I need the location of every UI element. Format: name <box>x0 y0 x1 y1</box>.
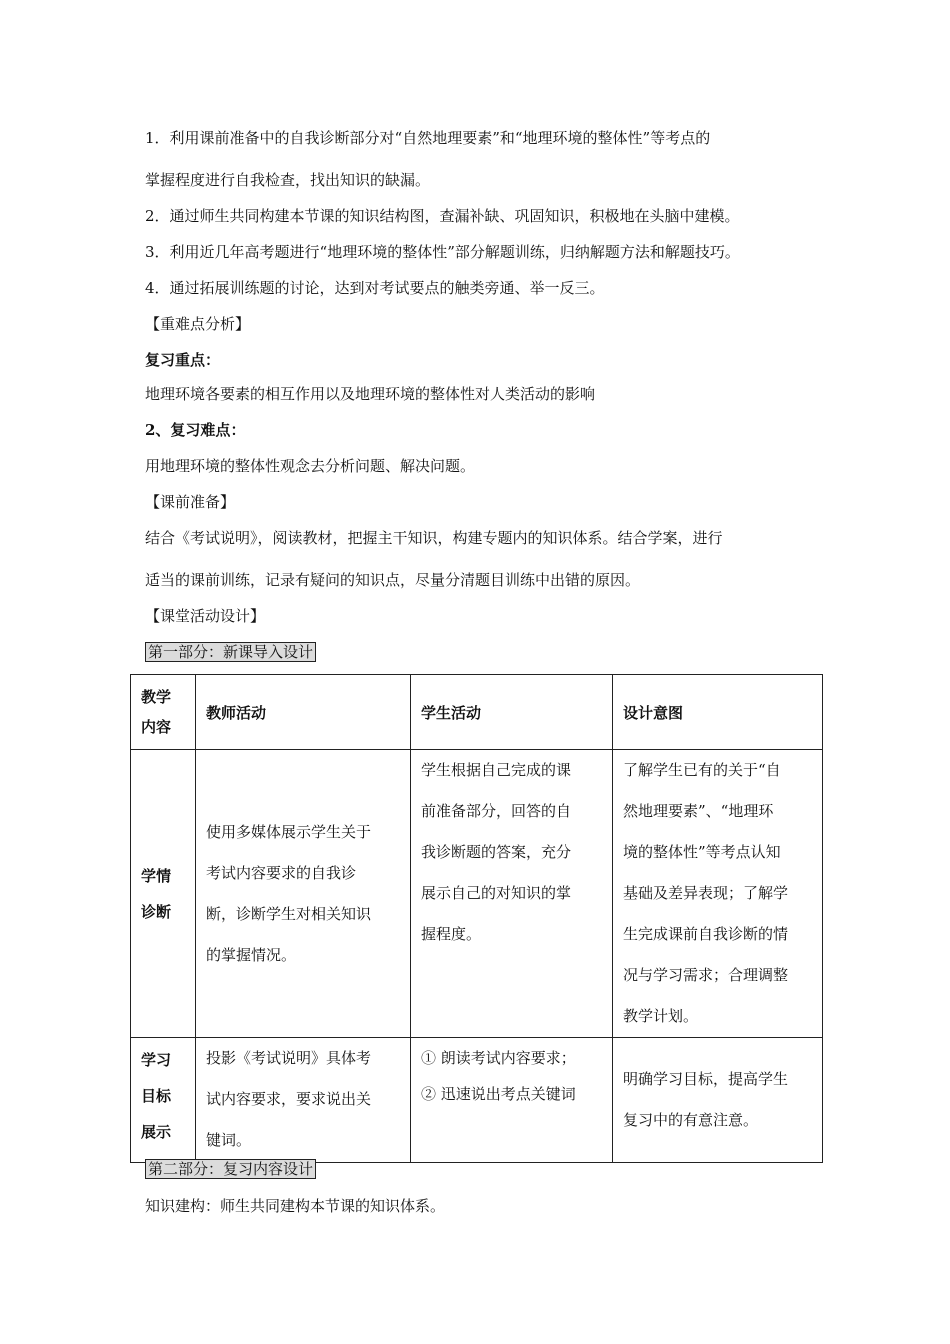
part-2-label <box>145 1159 316 1179</box>
row2-intent: 明确学习目标，提高学生 复习中的有意注意。 <box>613 1038 823 1163</box>
objective-3: 3．利用近几年高考题进行“地理环境的整体性”部分解题训练，归纳解题方法和解题技巧。 <box>145 243 740 261</box>
header-intent: 设计意图 <box>613 675 823 750</box>
activity-table <box>130 674 823 1163</box>
prep-line-2: 适当的课前训练，记录有疑问的知识点，尽量分清题目训练中出错的原因。 <box>145 571 641 589</box>
section-heading-activities: 【课堂活动设计】 <box>145 607 266 625</box>
row2-content: 学习 目标 展示 <box>131 1038 196 1163</box>
table-header-row <box>131 675 823 750</box>
objective-1-cont: 掌握程度进行自我检查，找出知识的缺漏。 <box>145 171 431 189</box>
table-row <box>131 1038 823 1163</box>
focus-label: 复习重点： <box>145 351 221 369</box>
part-1-box: 第一部分：新课导入设计 <box>145 642 316 662</box>
header-teacher: 教师活动 <box>196 675 411 750</box>
table-row <box>131 750 823 1038</box>
objective-4: 4．通过拓展训练题的讨论，达到对考试要点的触类旁通、举一反三。 <box>145 279 605 297</box>
prep-line-1: 结合《考试说明》，阅读教材，把握主干知识，构建专题内的知识体系。结合学案，进行 <box>145 529 723 547</box>
row2-student: ① 朗读考试内容要求； ② 迅速说出考点关键词 <box>411 1038 613 1163</box>
part-1-label <box>145 642 316 662</box>
row1-content: 学情 诊断 <box>131 750 196 1038</box>
focus-text: 地理环境各要素的相互作用以及地理环境的整体性对人类活动的影响 <box>145 385 596 403</box>
header-content: 教学 内容 <box>131 675 196 750</box>
section-heading-preparation: 【课前准备】 <box>145 493 236 511</box>
difficulty-label: 2、复习难点： <box>145 421 246 439</box>
row1-teacher: 使用多媒体展示学生关于 考试内容要求的自我诊 断，诊断学生对相关知识 的掌握情况。 <box>196 750 411 1038</box>
header-student: 学生活动 <box>411 675 613 750</box>
section-heading-key-points: 【重难点分析】 <box>145 315 251 333</box>
row1-student: 学生根据自己完成的课 前准备部分，回答的自 我诊断题的答案，充分 展示自己的对知识的掌 握程度。 <box>411 750 613 1038</box>
row2-teacher: 投影《考试说明》具体考 试内容要求，要求说出关 键词。 <box>196 1038 411 1163</box>
row1-intent: 了解学生已有的关于“自 然地理要素”、“地理环 境的整体性”等考点认知 基础及差异表现；了解学 生完成课前自我诊断的情 况与学习需求；合理调整 教学计划。 <box>613 750 823 1038</box>
knowledge-construction-text: 知识建构：师生共同建构本节课的知识体系。 <box>145 1197 446 1215</box>
objective-2: 2．通过师生共同构建本节课的知识结构图，查漏补缺、巩固知识，积极地在头脑中建模。 <box>145 207 740 225</box>
part-2-box: 第二部分：复习内容设计 <box>145 1159 316 1179</box>
objective-1: 1．利用课前准备中的自我诊断部分对“自然地理要素”和“地理环境的整体性”等考点的 <box>145 129 711 147</box>
difficulty-text: 用地理环境的整体性观念去分析问题、解决问题。 <box>145 457 476 475</box>
